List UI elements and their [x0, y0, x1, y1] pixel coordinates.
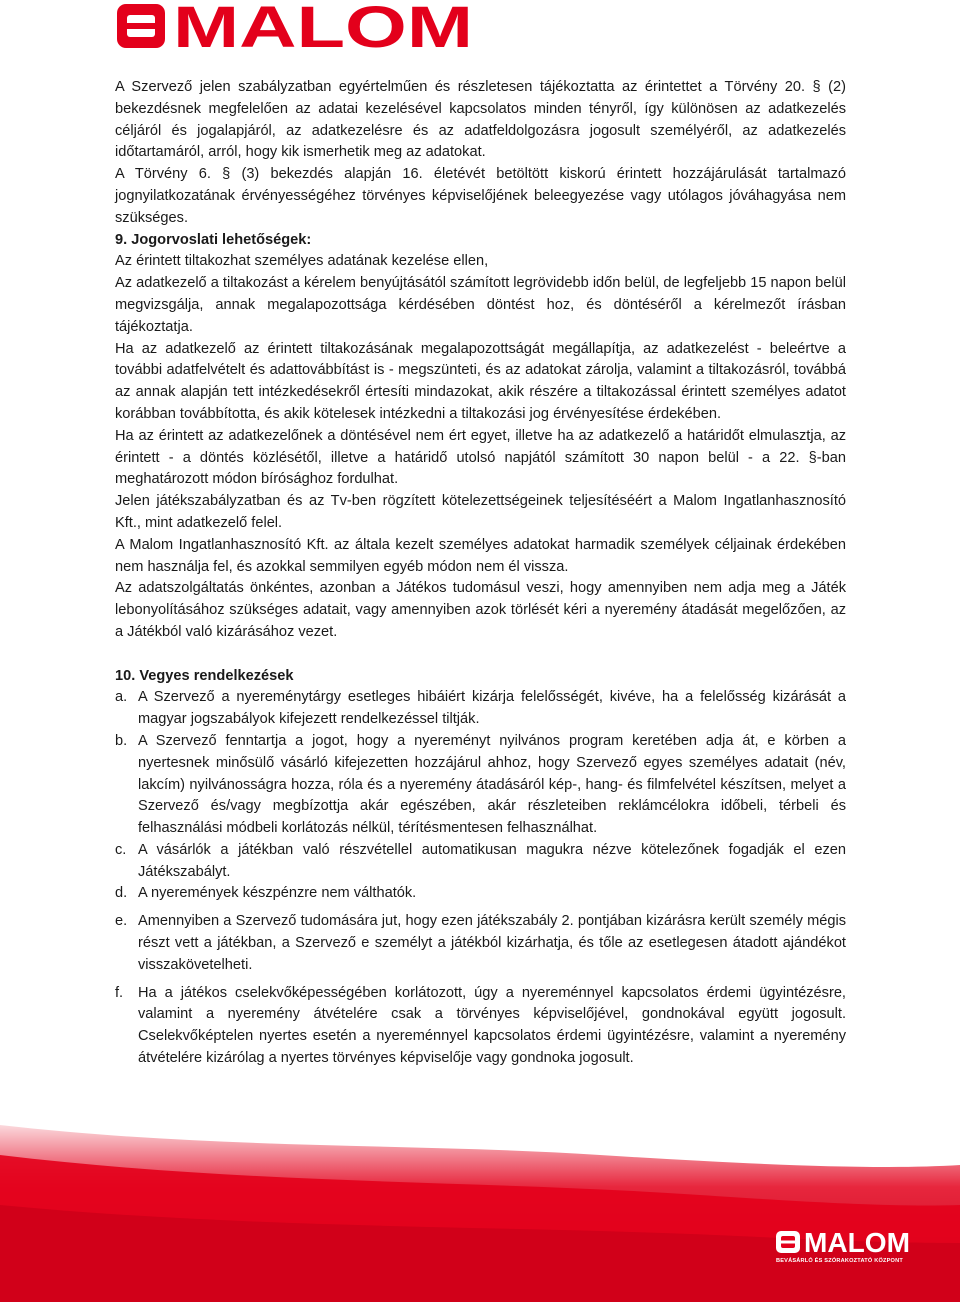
list-item-text: Amennyiben a Szervező tudomására jut, hogy ezen játékszabály 2. pontjában kizárásra került személy mégis részt vett a játékban, a Szervező e személyt a játékból kizárhatja, és tőle az esetlegesen átadott ajándékot visszakövetelheti. — [138, 913, 846, 973]
list-item-text: A Szervező fenntartja a jogot, hogy a nyereményt nyilvános program keretében adja át, e körben a nyertesnek minősülő vásárló kifejezetten hozzájárul ahhoz, hogy Szervező egyes személyes adatait (név, lakcím) nyilvánosságra hozza, róla és a nyeremény átadásáról kép-, hang- és filmfelvétel készítsen, melyet a Szervező és/vagy megbízottja akár egészében, akár részleteiben reklámcélokra időbeli, térbeli és felhasználási módbeli korlátozás nélkül, térítésmentesen felhasználhat. — [138, 732, 846, 837]
list-item — [115, 983, 846, 1070]
paragraph: A Malom Ingatlanhasznosító Kft. az általa kezelt személyes adatokat harmadik személyek céljainak érdekében nem használja fel, és azokkal semmilyen egyéb módon nem él vissza. — [115, 536, 846, 575]
list-marker: b. — [115, 732, 128, 749]
list-marker: d. — [115, 885, 128, 902]
list-item — [115, 687, 846, 731]
list-item — [115, 883, 846, 905]
paragraph: A Szervező jelen szabályzatban egyértelműen és részletesen tájékoztatta az érintettet a Törvény 20. § (2) bekezdésnek megfelelően az adatai kezelésével kapcsolatos minden tényről, így különösen az adatkezelés céljáról és jogalapjáról, az adatkezelésre és az adatfeldolgozásra jogosult személyéről, az adatkezelés időtartamáról, arról, hogy kik ismerhetik meg az adatokat. — [115, 79, 846, 161]
list-item-text: A nyeremények készpénzre nem válthatók. — [138, 885, 417, 902]
paragraph: Jelen játékszabályzatban és az Tv-ben rögzített kötelezettségeinek teljesítéséért a Malom Ingatlanhasznosító Kft., mint adatkezelő felel. — [115, 493, 846, 531]
section-9-heading: 9. Jogorvoslati lehetőségek: — [115, 231, 312, 248]
list-item-text: Ha a játékos cselekvőképességében korlátozott, úgy a nyereménnyel kapcsolatos érdemi ügyintézésre, valamint a nyeremény átvételére csak a törvényes képviselőjével, gondnokával együtt jogosult. Cselekvőképtelen nyertes esetén a nyereménnyel kapcsolatos érdemi ügyintézésre, valamint a nyeremény átvételére kizárólag a nyertes törvényes képviselője vagy gondnoka jogosult. — [138, 984, 846, 1067]
list-item — [115, 731, 846, 840]
list-item-text: A Szervező a nyereménytárgy esetleges hibáiért kizárja felelősségét, kivéve, ha a felelősség kizárását a magyar jogszabályok kifejezett rendelkezéssel tiltják. — [138, 689, 846, 728]
paragraph: Ha az érintett az adatkezelőnek a döntésével nem ért egyet, illetve ha az adatkezelő a határidőt elmulasztja, az érintett - a döntés közlésétől, illetve a határidő utolsó napjától számított 30 napon belül - a 22. §-ban meghatározott módon bírósághoz fordulhat. — [115, 427, 846, 488]
footer-logo-wordmark: MALOM — [804, 1230, 910, 1254]
footer-band — [0, 1125, 960, 1302]
logo-wordmark: MALOM — [173, 2, 473, 50]
list-marker: f. — [115, 984, 124, 1001]
paragraph: Az érintett tiltakozhat személyes adatának kezelése ellen, — [115, 253, 489, 270]
paragraph: Az adatkezelő a tiltakozást a kérelem benyújtásától számított legrövidebb időn belül, de legfeljebb 15 napon belül megvizsgálja, annak megalapozottsága kérdésében döntést hoz, és döntéséről a kérelmezőt írásban tájékoztatja. — [115, 275, 846, 335]
section-10-heading: 10. Vegyes rendelkezések — [115, 667, 294, 684]
footer-malom-logo — [776, 1230, 912, 1254]
list-marker: e. — [115, 913, 128, 930]
paragraph: Az adatszolgáltatás önkéntes, azonban a Játékos tudomásul veszi, hogy amennyiben nem adja meg a Játék lebonyolításához szükséges adatait, vagy amennyiben azok törlését kéri a nyeremény átadását megelőzően, az a Játékból való kizárásához vezet. — [115, 580, 846, 640]
paragraph: Ha az adatkezelő az érintett tiltakozásának megalapozottságát megállapítja, az adatkezelést - beleértve a további adatfelvételt és adattovábbítást is - megszünteti, és az adatokat zárolja, valamint a tiltakozásról, továbbá az annak alapján tett intézkedésekről értesíti mindazokat, akik részére a tiltakozással érintett személyes adatot korábban továbbította, és akik kötelesek intézkedni a tiltakozási jog érvényesítése érdekében. — [115, 340, 846, 422]
document-body — [115, 77, 846, 1070]
list-item-text: A vásárlók a játékban való részvétellel automatikusan magukra nézve kötelezőnek fogadják el ezen Játékszabályt. — [138, 841, 846, 880]
provisions-list — [115, 687, 846, 1070]
malom-logo — [117, 2, 475, 50]
paragraph: A Törvény 6. § (3) bekezdés alapján 16. életévét betöltött kiskorú érintett hozzájárulását tartalmazó jognyilatkozatának érvényességéhez törvényes képviselőjének beleegyezése vagy utólagos jóváhagyása nem szükséges. — [115, 166, 846, 226]
list-item — [115, 840, 846, 884]
footer-tagline: BEVÁSÁRLÓ ÉS SZÓRAKOZTATÓ KÖZPONT — [776, 1258, 903, 1264]
list-marker: a. — [115, 689, 128, 706]
list-marker: c. — [115, 841, 127, 858]
list-item — [115, 911, 846, 976]
